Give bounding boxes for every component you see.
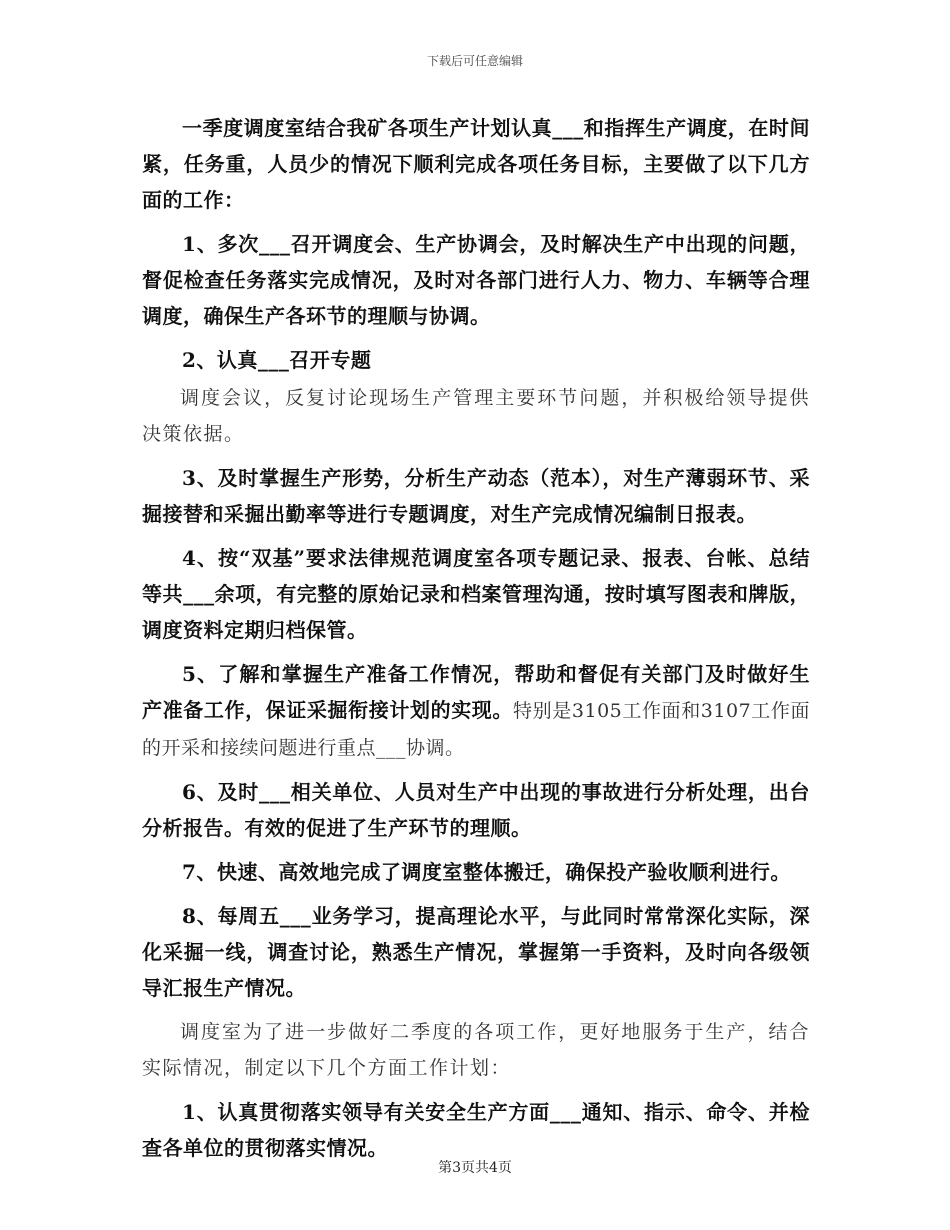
document-body bbox=[142, 110, 810, 1174]
item-5-main-text: 5、了解和掌握生产准备工作情况，帮助和督促有关部门及时做好生产准备工作，保证采掘衔接计划的实现。 bbox=[142, 662, 810, 722]
item-8-paragraph: 8、每周五___业务学习，提高理论水平，与此同时常常深化实际，深化采掘一线，调查讨论，熟悉生产情况，掌握第一手资料，及时向各级领导汇报生产情况。 bbox=[142, 904, 810, 1000]
item-3-paragraph: 3、及时掌握生产形势，分析生产动态（范本），对生产薄弱环节、采掘接替和采掘出勤率等进行专题调度，对生产完成情况编制日报表。 bbox=[142, 466, 810, 526]
item-5-note-text: 特别是3105工作面和3107工作面的开采和接续问题进行重点___协调。 bbox=[142, 700, 810, 759]
page-header-note: 下载后可任意编辑 bbox=[426, 54, 523, 68]
item-2-paragraph: 2、认真___召开专题 bbox=[182, 348, 372, 372]
item-4-paragraph: 4、按“双基”要求法律规范调度室各项专题记录、报表、台帐、总结等共___余项，有完整的原始记录和档案管理沟通，按时填写图表和牌版，调度资料定期归档保管。 bbox=[142, 546, 810, 642]
item-5-paragraph bbox=[142, 656, 810, 766]
item-6-paragraph: 6、及时___相关单位、人员对生产中出现的事故进行分析处理，出台分析报告。有效的促进了生产环节的理顺。 bbox=[142, 780, 810, 840]
item-7-paragraph: 7、快速、高效地完成了调度室整体搬迁，确保投产验收顺利进行。 bbox=[182, 860, 791, 884]
item-1-paragraph: 1、多次___召开调度会、生产协调会，及时解决生产中出现的问题，督促检查任务落实完成情况，及时对各部门进行人力、物力、车辆等合理调度，确保生产各环节的理顺与协调。 bbox=[142, 232, 810, 328]
plan-intro-paragraph: 调度室为了进一步做好二季度的各项工作，更好地服务于生产，结合实际情况，制定以下几个方面工作计划： bbox=[142, 1021, 810, 1079]
plan-item-1-paragraph: 1、认真贯彻落实领导有关安全生产方面___通知、指示、命令、并检查各单位的贯彻落实情况。 bbox=[142, 1100, 810, 1160]
item-2-continuation: 调度会议，反复讨论现场生产管理主要环节问题，并积极给领导提供决策依据。 bbox=[142, 387, 810, 445]
intro-paragraph: 一季度调度室结合我矿各项生产计划认真___和指挥生产调度，在时间紧，任务重，人员少的情况下顺利完成各项任务目标，主要做了以下几方面的工作： bbox=[142, 116, 810, 212]
page-number-footer: 第3页共4页 bbox=[438, 1160, 512, 1176]
